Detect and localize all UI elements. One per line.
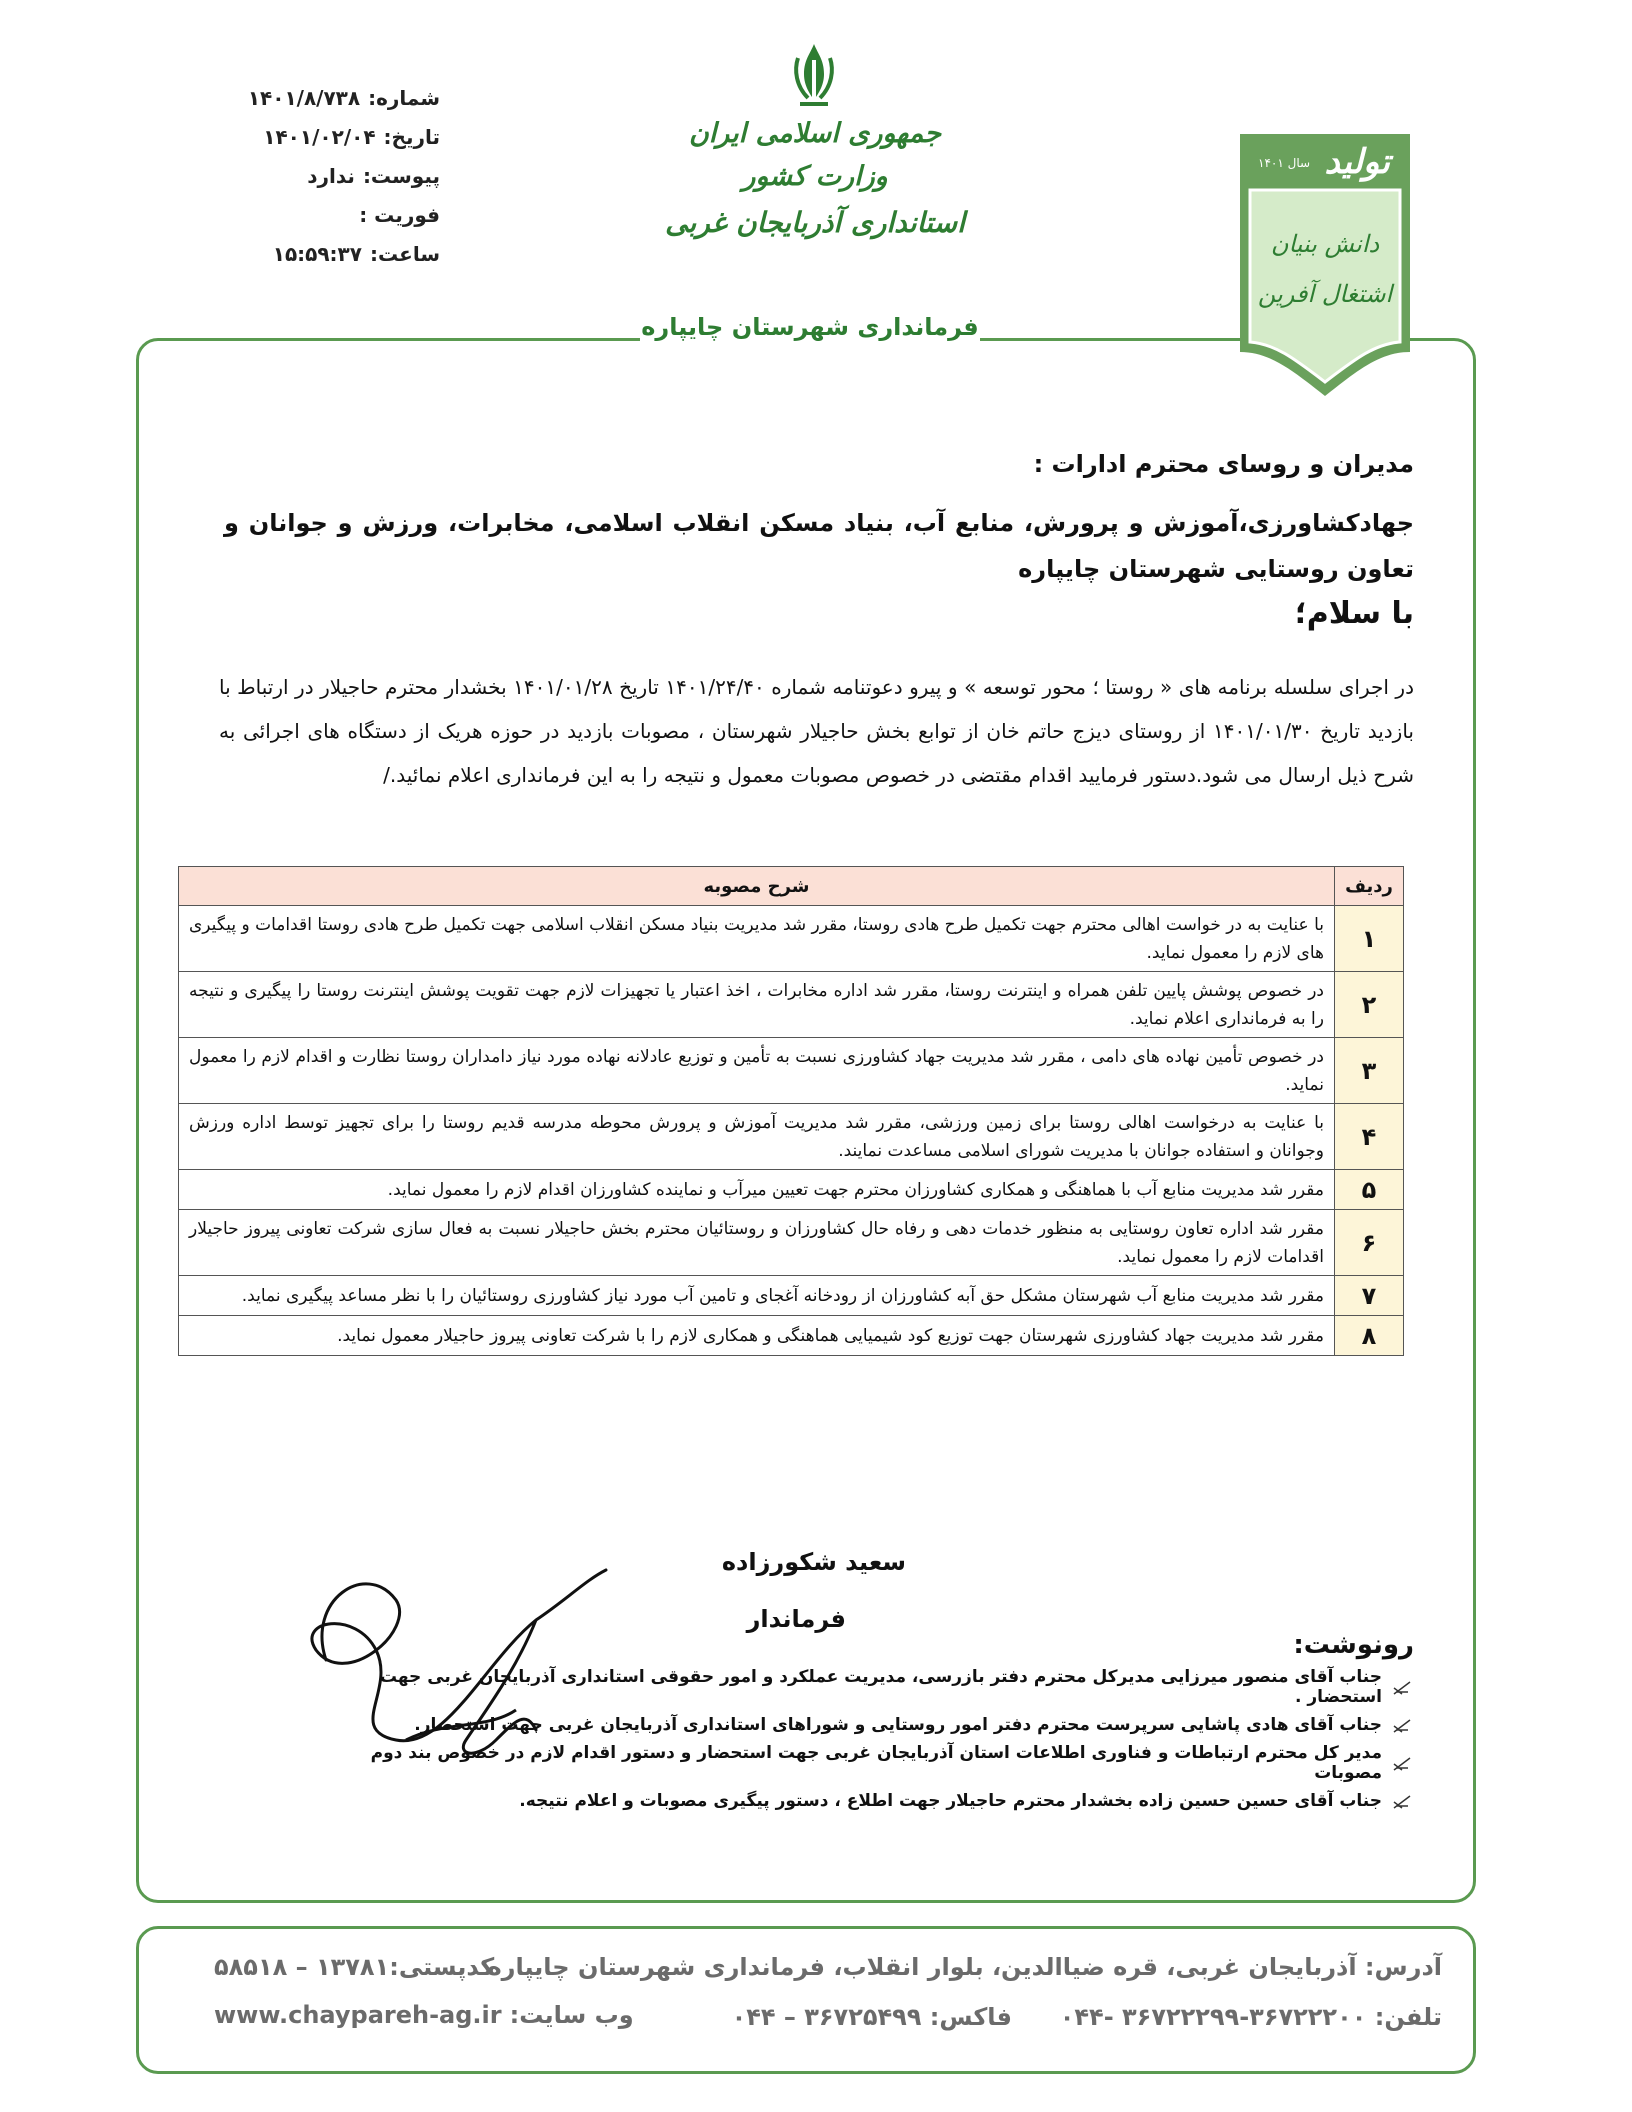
table-row [179, 1210, 1404, 1276]
cc-title: رونوشت: [1293, 1630, 1414, 1660]
cc-item-text: مدیر کل محترم ارتباطات و فناوری اطلاعات استان آذربایجان غربی جهت استحضار و دستور اقدام لازم در خصوص بند دوم مصوبات [370, 1743, 1382, 1783]
footer-postal: کدپستی:۱۳۷۸۱ – ۵۸۵۱۸ [214, 1953, 495, 1981]
footer-website [214, 2001, 634, 2029]
badge-line2: اشتغال آفرین [1257, 280, 1393, 308]
footer-fax: فاکس: ۳۶۷۲۵۴۹۹ – ۰۴۴ [731, 2003, 1012, 2031]
row-number: ۵ [1335, 1170, 1404, 1210]
pen-icon [1392, 1754, 1414, 1772]
office-title: فرمانداری شهرستان چایپاره [641, 313, 979, 341]
addressee-list: جهادکشاورزی،آموزش و پرورش، منابع آب، بنیاد مسکن انقلاب اسلامی، مخابرات، ورزش و جوانان و تعاون روستایی شهرستان چایپاره [224, 509, 1414, 583]
meta-date-value: ۱۴۰۱/۰۲/۰۴ [263, 124, 376, 149]
meta-urgency-label: فوریت : [359, 202, 440, 227]
pen-icon [1392, 1716, 1414, 1734]
table-row [179, 972, 1404, 1038]
row-number: ۶ [1335, 1210, 1404, 1276]
meta-number-label: شماره: [368, 85, 440, 110]
row-text: مقرر شد مدیریت منابع آب شهرستان مشکل حق آبه کشاورزان از رودخانه آغجای و تامین آب مورد نیاز کشاورزی روستائیان را با نظر مساعد پیگیری نماید. [179, 1276, 1335, 1316]
letter-meta [240, 78, 440, 273]
row-number: ۷ [1335, 1276, 1404, 1316]
footer-website-link[interactable]: www.chaypareh-ag.ir [214, 2001, 502, 2029]
cc-item-text: جناب آقای حسین حسین زاده بخشدار محترم حاجیلار جهت اطلاع ، دستور پیگیری مصوبات و اعلام نتیجه. [519, 1791, 1382, 1811]
header-republic: جمهوری اسلامی ایران [688, 118, 942, 149]
meta-time-label: ساعت: [369, 241, 440, 266]
table-row [179, 1038, 1404, 1104]
list-item [314, 1668, 1414, 1706]
slogan-badge [1230, 120, 1420, 402]
list-item [314, 1782, 1414, 1820]
row-number: ۳ [1335, 1038, 1404, 1104]
list-item [314, 1744, 1414, 1782]
letter-body: در اجرای سلسله برنامه های « روستا ؛ محور توسعه » و پیرو دعوتنامه شماره ۱۴۰۱/۲۴/۴۰ تاریخ ۱۴۰۱/۰۱/۲۸ بخشدار محترم حاجیلار در ارتباط با بازدید تاریخ ۱۴۰۱/۰۱/۳۰ از روستای دیزج حاتم خان از توابع بخش حاجیلار شهرستان ، مصوبات بازدید در حوزه هریک از دستگاه های اجرائی به شرح ذیل ارسال می شود.دستور فرمایید اقدام مقتضی در خصوص مصوبات معمول و نتیجه را به این فرمانداری اعلام نمائید./ [219, 675, 1414, 787]
footer-address: آدرس: آذربایجان غربی، قره ضیاالدین، بلوار انقلاب، فرمانداری شهرستان چایپاره [487, 1953, 1442, 1981]
row-text: مقرر شد مدیریت منابع آب با هماهنگی و همکاری کشاورزان محترم جهت تعیین میرآب و نماینده کشاورزان اقدام لازم را معمول نماید. [179, 1170, 1335, 1210]
header-ministry: وزارت کشور [742, 161, 888, 192]
cc-item-text: جناب آقای هادی پاشایی سرپرست محترم دفتر امور روستایی و شوراهای استانداری آذربایجان غربی جهت استحضار. [414, 1715, 1382, 1735]
list-item [314, 1706, 1414, 1744]
meta-date-label: تاریخ: [383, 124, 440, 149]
col-desc-header: شرح مصوبه [179, 867, 1335, 906]
row-number: ۴ [1335, 1104, 1404, 1170]
meta-number [240, 78, 440, 117]
signer-name: سعید شکورزاده [721, 1548, 906, 1576]
meta-date [240, 117, 440, 156]
pen-icon [1392, 1792, 1414, 1810]
meta-attachment-value: ندارد [307, 163, 355, 188]
meta-number-value: ۱۴۰۱/۸/۷۳۸ [247, 85, 361, 110]
table-row [179, 1170, 1404, 1210]
table-header-row [179, 867, 1404, 906]
row-number: ۸ [1335, 1316, 1404, 1356]
greeting: با سلام؛ [1294, 596, 1414, 631]
cc-list [314, 1668, 1414, 1820]
footer-phone: تلفن: ۳۶۷۲۲۲۰۰-۳۶۷۲۲۲۹۹ -۰۴۴ [1059, 2003, 1442, 2031]
header-province: استانداری آذربایجان غربی [665, 206, 965, 239]
table-row [179, 1316, 1404, 1356]
badge-line1: دانش بنیان [1270, 230, 1380, 258]
col-row-header: ردیف [1335, 867, 1404, 906]
row-number: ۲ [1335, 972, 1404, 1038]
table-row [179, 1104, 1404, 1170]
badge-title: تولید [1324, 142, 1390, 182]
badge-year: سال ۱۴۰۱ [1258, 156, 1311, 170]
cc-item-text: جناب آقای منصور میرزایی مدیرکل محترم دفتر بازرسی، مدیریت عملکرد و امور حقوقی استانداری آذربایجان غربی جهت استحضار . [379, 1667, 1382, 1707]
footer-website-label: وب سایت: [509, 2001, 634, 2029]
table-row [179, 906, 1404, 972]
meta-attachment-label: پیوست: [362, 163, 440, 188]
row-number: ۱ [1335, 906, 1404, 972]
meta-attachment [240, 156, 440, 195]
pen-icon [1392, 1678, 1414, 1696]
row-text: در خصوص پوشش پایین تلفن همراه و اینترنت روستا، مقرر شد اداره مخابرات ، اخذ اعتبار یا تجهیزات لازم جهت تقویت پوشش اینترنت روستا را پیگیری و نتیجه را به فرمانداری اعلام نماید. [179, 972, 1335, 1038]
meta-time [240, 234, 440, 273]
row-text: با عنایت به در خواست اهالی محترم جهت تکمیل طرح هادی روستا، مقرر شد مدیریت بنیاد مسکن انقلاب اسلامی جهت تکمیل طرح هادی روستا اقدامات و پیگیری های لازم را معمول نماید. [179, 906, 1335, 972]
meta-urgency [240, 195, 440, 234]
row-text: در خصوص تأمین نهاده های دامی ، مقرر شد مدیریت جهاد کشاورزی نسبت به تأمین و توزیع عادلانه نهاده مورد نیاز دامداران روستا نظارت و اقدام لازم را معمول نماید. [179, 1038, 1335, 1104]
signer-title: فرماندار [746, 1605, 846, 1633]
meta-time-value: ۱۵:۵۹:۳۷ [272, 241, 362, 266]
iran-emblem-icon [790, 40, 838, 110]
letterhead [620, 118, 1010, 239]
footer-frame [136, 1926, 1476, 2074]
addressee-title: مدیران و روسای محترم ادارات : [1033, 450, 1414, 478]
table-row [179, 1276, 1404, 1316]
row-text: مقرر شد مدیریت جهاد کشاورزی شهرستان جهت توزیع کود شیمیایی هماهنگی و همکاری لازم را با شرکت تعاونی پیروز حاجیلار معمول نماید. [179, 1316, 1335, 1356]
resolutions-table [178, 866, 1404, 1356]
row-text: مقرر شد اداره تعاون روستایی به منظور خدمات دهی و رفاه حال کشاورزان و روستائیان محترم بخش حاجیلار نسبت به فعال سازی شرکت تعاونی پیروز حاجیلار اقدامات لازم را معمول نماید. [179, 1210, 1335, 1276]
row-text: با عنایت به درخواست اهالی روستا برای زمین ورزشی، مقرر شد مدیریت آموزش و پرورش محوطه مدرسه قدیم روستا را برای تجهیز توسط اداره ورزش وجوانان و استفاده جوانان با مدیریت شورای اسلامی مساعدت نمایند. [179, 1104, 1335, 1170]
